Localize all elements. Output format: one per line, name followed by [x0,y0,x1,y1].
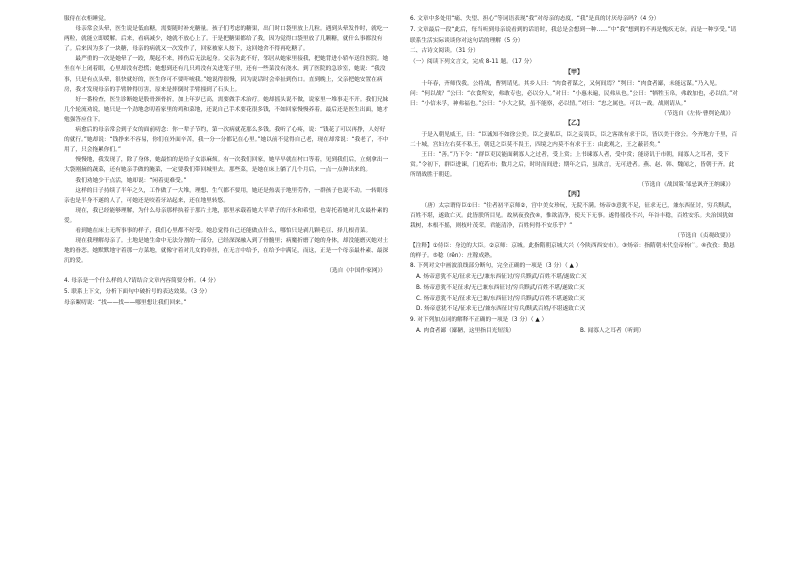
question-8-option-c: C. 炀帝意犹不足/征求无已兼/东西征讨/穷兵黩武/百姓不堪遂致亡灭 [416,295,585,302]
question-8-option-d: D. 炀帝意犹不足/征求无已/兼东西征讨穷兵/黩武百姓/不堪遂致亡灭 [416,306,586,313]
source-jia: （节选自《左传·曹刿论战》） [661,110,734,117]
paragraph: 服侍在衣柜睡觉。 [64,16,110,22]
question-9: 9. 对下列加点词的解释不正确的一项是（3 分）（ ▲ ） [410,317,548,324]
source-bing: （节选自《贞观政要》） [674,232,734,239]
question-8-option-b: B. 炀帝意犹不足征求/无已兼东西征讨/穷兵黩武/百姓不堪/遂致亡灭 [416,284,585,291]
question-6: 6. 文章中多处用“痛、失望、担心”等词语表现“我”对母亲的态度，“我”是真的讨厌母亲吗?（4 分） [410,16,660,22]
paragraph: 慢慢地，我发现了，除了身体，她最怕的是给子女添麻烦。有一次我们回家，她早早就在村口等着，见到我们后，立刻拿出一大袋刚摘的蔬菜，还有她亲手做的腌菜，一定要我们带回城里去。那些菜，是她在床上躺了几个月后，一点一点种出来的。 [64,157,389,174]
paragraph: 这样的日子持续了半年之久，工作做了一大堆，理想、生气都不要用，她还是热衷于地里劳作，一群孩子也说不动。一转眼母亲也是半身不遂的人了，可她还是咬着牙站起来，还在地里转悠。 [64,187,389,204]
question-5-quote: 母亲絮叨说：“找——找——哪里想让我们回来。” [64,300,187,307]
source-citation: （选自《中国作家网》） [326,268,386,275]
passage-yi: 于是入朝见威王，曰：“臣诚知不如徐公美。臣之妻私臣，臣之妾畏臣，臣之客欲有求于臣，皆以美于徐公。今齐地方千里，百二十城，宫妇左右莫不私王，朝廷之臣莫不畏王，四境之内莫不有求于王：由此观之，王之蔽甚矣。” [410,131,738,148]
paragraph: 最严重的一次是她晕了一跤，爬起不来，摔伤后无法起身。父亲为此不好，邻居从她家里接我，把她背进小轿车送往医院。她坐在车上闭着眼，心里却没有恐慌；她想到还有几只鸡没有关进笼子里，还有一些菜没有浇水。到了医院的急诊室，她说：“我没事，只是有点头晕，很快就好的，医生你可不要吓唬我。”她说得很慢，因为说话时会牵扯到伤口。直到晚上，父亲把她安置在病房，我才发现母亲的手臂肿得厉害，原来是摔倒时手臂撞到了石头上。 [64,56,389,93]
question-4: 4. 母亲是一个什么样的人?请结合文章内容简要分析。（4 分） [64,278,220,285]
question-8: 8. 下列对文中画波浪线部分断句，完全正确的一项是（3 分）（ ▲ ） [410,263,582,270]
paragraph: 病愈后的母亲常会到子女的面前叨念：你一辈子节约，第一次病就花那么多钱。我听了心疼，说：“钱花了可以再挣，人好好的就行。”她却说：“钱挣来不容易，你们在外面辛苦，我一分一分都记在心里。”她以前不觉得自己老，现在却常说：“我老了，不中用了，只会拖累你们。” [64,127,389,154]
passage-label-bing: 【丙】 [564,191,583,199]
left-column [64,14,390,552]
paragraph: 母亲常会头晕，医生说是低血糖，需要随时补充糖量。孩子们考虑的糖果，出门时口袋里放上几粒。遇到头晕发作时，就吃一两粒，就能立即缓解。后来，看病减少，她就不放心上了。于是把糖果都给了我，因为觉得口袋里放了几颗糖，就什么事都没有了。后来因为多了一块糖，母亲的病就又一次发作了，回家被家人按下，这回她舍不得再吃糖了。 [64,26,389,53]
question-9-option-b: B. 闻寡人之耳者（听到） [580,328,645,335]
paragraph: 好一番检查，医生诊断她是股骨颈骨折，加上年岁已高，需要做手术治疗。她却摇头说不做，说家里一堆事走不开。我们兄妹几个轮流劝说，她只是一个劲地念叨着家里的鸡和菜地，还说自己手术要花很多钱，不如回家慢慢养着。最后还是医生出面，她才勉强答应住下。 [64,96,389,123]
source-yi: （节选自《战国策·邹忌讽齐王纳谏》） [638,182,734,189]
paragraph: 看到她在床上无所事事的样子，我们心里都不好受。她总觉得自己还能做点什么，哪怕只是剥几颗毛豆、择几根青菜。 [75,227,372,234]
question-9-option-a: A. 肉食者鄙（鄙陋，这里指目光短浅） [416,328,515,335]
passage-label-jia: 【甲】 [564,68,583,76]
passage-label-yi: 【乙】 [564,119,583,127]
question-9-options [410,326,738,337]
passage-bing: （唐）太宗谓侍臣①曰：“往者初平京师②，宫中美女珍玩，无院不满。炀帝③意犹不足，征求无已，兼东西征讨，穷兵黩武，百姓不堪，遂致亡灭。此皆朕所目见。故夙夜孜孜④，惟欲清净，使天下无事。遂得徭役不兴，年谷丰稔，百姓安乐。夫治国犹如栽树，本根不摇，则枝叶茂荣。君能清净，百姓何得不安乐乎？” [410,202,736,229]
paragraph: 现在，我已经能够理解，为什么母亲那样执着于那片土地，那里承载着她大半辈子的汗水和希望，也寄托着她对儿女最朴素的爱。 [64,207,389,224]
passage-jia: 十年春，齐师伐我。公将战，曹刿请见。其乡人曰：“肉食者谋之，又何间焉？”刿曰：“肉食者鄙，未能远谋。”乃入见。问：“何以战？”公曰：“衣食所安，弗敢专也，必以分人。”对曰：“小惠未遍，民弗从也。”公曰：“牺牲玉帛，弗敢加也，必以信。”对曰：“小信未孚，神弗福也。”公曰：“小大之狱，虽不能察，必以情。”对曰：“忠之属也。可以一战。战则请从。” [410,80,738,107]
paragraph: 我们劝她少干点活，她却说：“闲着更难受。” [75,177,187,184]
question-8-option-a: A. 炀帝意犹不足/征求无已/兼东西征讨/穷兵黩武/百姓不堪/遂致亡灭 [416,274,587,281]
question-7: 7. 文章最后一段“此后，每当听到母亲说看到的话语时，我总是会想到一种……”中“我”想到的不再是愧疚无奈，而是一种享受。”请联系生活实际谈谈你对这句话的理解（5 分） [410,26,737,44]
subsection-heading: （一）阅读下列文言文，完成 8-11 题。（17 分） [410,59,536,66]
section-heading: 二、古诗文阅读。（31 分） [410,48,479,55]
paragraph: 现在我理解母亲了。土地是她生命中无法分割的一部分，已经深深融入到了骨髓里；病魔折磨了她的身体，却没能磨灭她对土地的眷恋。她默默地守着那一方菜地，就像守着对儿女的牵挂，在无言中给予，在给予中满足，而这，正是一个母亲最朴素、最深沉的爱。 [64,238,389,265]
right-column [410,14,738,552]
passage-yi-2: 王曰：“善。”乃下令：“群臣吏民能面刺寡人之过者，受上赏；上书谏寡人者，受中赏；能谤讥于市朝，闻寡人之耳者，受下赏。”令初下，群臣进谏，门庭若市；数月之后，时时而间进；期年之后，虽欲言，无可进者。燕、赵、韩、魏闻之，皆朝于齐。此所谓战胜于朝廷。 [410,151,735,178]
question-5: 5. 联系上下文，分析下面句中破折号的表达效果。（3 分） [64,289,211,296]
annotation-note: 【注释】①侍臣：身边的大臣。②京师：京城。此指隋朝京城大兴（今陕西西安市）。③炀帝：指隋朝末代皇帝杨广。④孜孜：勤恳的样子。⑤稔（rěn）：庄稼成熟。 [410,243,735,260]
